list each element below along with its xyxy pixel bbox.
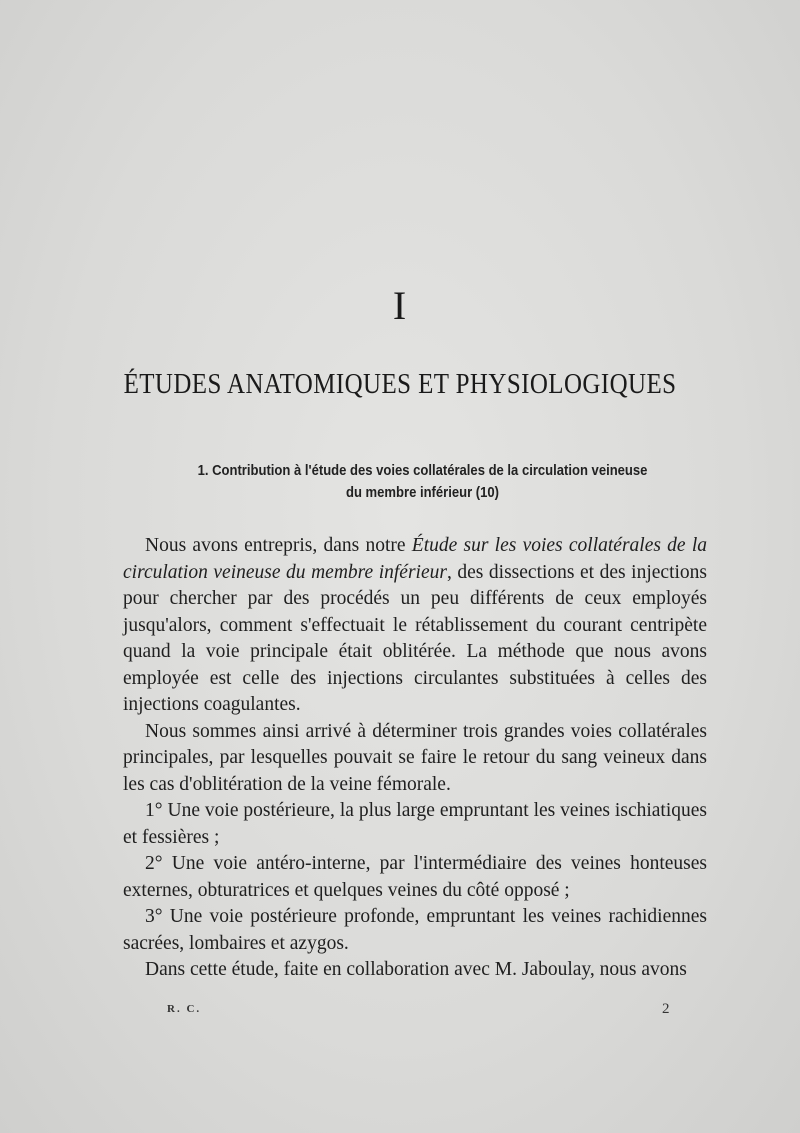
part-number: I	[392, 283, 408, 328]
paragraph-6: Dans cette étude, faite en collaboration avec M. Jaboulay, nous avons	[145, 959, 687, 980]
body-text	[123, 533, 707, 984]
paragraph-5: 3° Une voie postérieure profonde, empruntant les veines rachidiennes sacrées, lombaires et azygos.	[123, 906, 707, 954]
part-title: ÉTUDES ANATOMIQUES ET PHYSIOLOGIQUES	[123, 368, 677, 400]
paragraph-1-post: , des dissections et des injections pour chercher par des procédés un peu différents de ceux employés jusqu'alors, comment s'effectuait le rétablissement du courant centripète quand la voie principale était oblitérée. La méthode que nous avons employée est celle des injections circulantes substituées à celles des injections coagulantes.	[123, 561, 707, 715]
paragraph-1-pre: Nous avons entrepris, dans notre	[145, 535, 412, 556]
paragraph-1-italic-title: Étude sur les voies collatérales de la circulation veineuse du membre inférieur	[123, 535, 707, 583]
section-heading-line-2: du membre inférieur (10)	[345, 485, 499, 501]
paragraph-4: 2° Une voie antéro-interne, par l'intermédiaire des veines honteuses externes, obturatrices et quelques veines du côté opposé ;	[123, 853, 707, 901]
page-number: 2	[662, 1001, 670, 1017]
printer-signature: R. C.	[167, 1003, 202, 1015]
paragraph-1	[123, 533, 707, 719]
paragraph-3: 1° Une voie postérieure, la plus large empruntant les veines ischiatiques et fessières ;	[123, 800, 707, 848]
section-heading	[159, 460, 686, 504]
paragraph-2: Nous sommes ainsi arrivé à déterminer trois grandes voies collatérales principales, par lesquelles pouvait se faire le retour du sang veineux dans les cas d'oblitération de la veine fémorale.	[123, 720, 707, 795]
section-heading-line-1: 1. Contribution à l'étude des voies collatérales de la circulation veineuse	[197, 463, 648, 479]
